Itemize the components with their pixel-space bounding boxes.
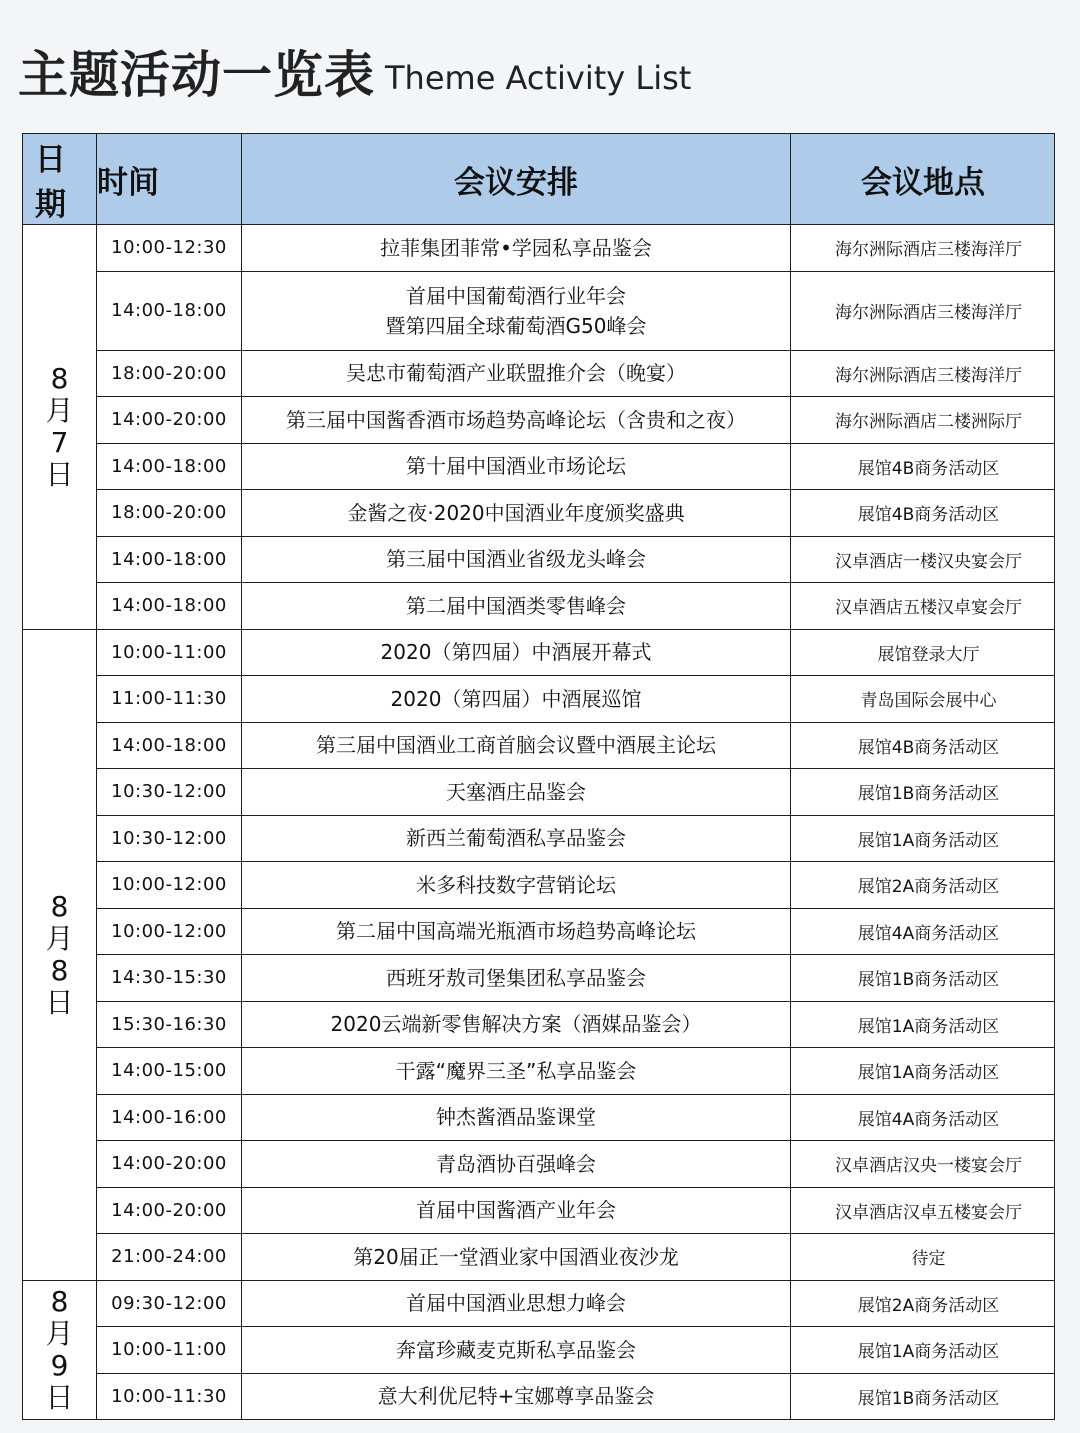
venue-cell: 展馆登录大厅 (791, 629, 1055, 676)
venue-cell: 展馆1A商务活动区 (791, 1327, 1055, 1374)
table-row (23, 443, 1055, 490)
date-char: 月 (45, 1316, 74, 1350)
event-line: 干露“魔界三圣”私享品鉴会 (395, 1058, 637, 1083)
date-char: 8 (50, 889, 69, 923)
date-char: 日 (45, 457, 74, 491)
event-cell (242, 629, 791, 676)
time-cell: 18:00-20:00 (97, 490, 242, 537)
time-cell: 09:30-12:00 (97, 1280, 242, 1327)
event-cell (242, 955, 791, 1002)
event-cell (242, 862, 791, 909)
date-char: 月 (45, 393, 74, 427)
event-cell (242, 443, 791, 490)
time-cell: 10:00-12:00 (97, 908, 242, 955)
venue-cell: 海尔洲际酒店三楼海洋厅 (791, 225, 1055, 272)
event-line: 第三届中国酱香酒市场趋势高峰论坛（含贵和之夜） (286, 407, 746, 432)
table-row (23, 1094, 1055, 1141)
activity-table (22, 133, 1055, 1420)
time-cell: 11:00-11:30 (97, 676, 242, 723)
table-row (23, 1001, 1055, 1048)
date-char: 8 (50, 361, 69, 395)
time-cell: 10:30-12:00 (97, 815, 242, 862)
time-cell: 14:00-20:00 (97, 1187, 242, 1234)
event-line: 吴忠市葡萄酒产业联盟推介会（晚宴） (346, 361, 686, 386)
venue-cell: 青岛国际会展中心 (791, 676, 1055, 723)
event-cell (242, 1234, 791, 1281)
venue-cell: 海尔洲际酒店三楼海洋厅 (791, 271, 1055, 350)
event-cell (242, 225, 791, 272)
venue-cell: 展馆1A商务活动区 (791, 1048, 1055, 1095)
time-cell: 10:00-12:30 (97, 225, 242, 272)
table-row (23, 815, 1055, 862)
time-cell: 14:00-16:00 (97, 1094, 242, 1141)
date-cell (23, 629, 97, 1280)
time-cell: 18:00-20:00 (97, 350, 242, 397)
header-event: 会议安排 (242, 134, 791, 225)
venue-cell: 汉卓酒店五楼汉卓宴会厅 (791, 583, 1055, 630)
venue-cell: 汉卓酒店汉卓五楼宴会厅 (791, 1187, 1055, 1234)
event-cell (242, 722, 791, 769)
event-line: 米多科技数字营销论坛 (416, 872, 616, 897)
event-cell (242, 1187, 791, 1234)
event-cell (242, 676, 791, 723)
event-line: 天塞酒庄品鉴会 (446, 779, 586, 804)
date-char: 日 (45, 985, 74, 1019)
date-char: 8 (50, 1284, 69, 1318)
date-char: 日 (45, 1380, 74, 1414)
venue-cell: 展馆4A商务活动区 (791, 908, 1055, 955)
table-row (23, 225, 1055, 272)
date-char: 7 (50, 425, 69, 459)
event-line: 青岛酒协百强峰会 (436, 1151, 596, 1176)
header-date: 日期 (23, 134, 97, 225)
venue-cell: 海尔洲际酒店三楼海洋厅 (791, 350, 1055, 397)
time-cell: 21:00-24:00 (97, 1234, 242, 1281)
time-cell: 14:00-18:00 (97, 722, 242, 769)
venue-cell: 展馆4B商务活动区 (791, 490, 1055, 537)
table-row (23, 536, 1055, 583)
table-body (23, 225, 1055, 1420)
venue-cell: 展馆1B商务活动区 (791, 1373, 1055, 1420)
page-subtitle: Theme Activity List (385, 59, 692, 97)
date-char: 9 (50, 1348, 69, 1382)
event-cell (242, 490, 791, 537)
event-cell (242, 536, 791, 583)
date-char: 月 (45, 921, 74, 955)
event-line: 奔富珍藏麦克斯私享品鉴会 (396, 1337, 636, 1362)
event-cell (242, 1327, 791, 1374)
table-row (23, 583, 1055, 630)
table-row (23, 629, 1055, 676)
event-line: 首届中国酒业思想力峰会 (406, 1291, 626, 1316)
venue-cell: 展馆2A商务活动区 (791, 862, 1055, 909)
venue-cell: 展馆4B商务活动区 (791, 443, 1055, 490)
time-cell: 14:00-18:00 (97, 443, 242, 490)
table-row (23, 722, 1055, 769)
event-line: 钟杰酱酒品鉴课堂 (436, 1105, 596, 1130)
time-cell: 14:00-18:00 (97, 271, 242, 350)
event-line: 第三届中国酒业省级龙头峰会 (386, 547, 646, 572)
page-title: 主题活动一览表 (18, 46, 375, 104)
date-cell (23, 1280, 97, 1420)
event-line: 新西兰葡萄酒私享品鉴会 (406, 826, 626, 851)
time-cell: 15:30-16:30 (97, 1001, 242, 1048)
venue-cell: 汉卓酒店汉央一楼宴会厅 (791, 1141, 1055, 1188)
time-cell: 14:00-20:00 (97, 1141, 242, 1188)
venue-cell: 展馆2A商务活动区 (791, 1280, 1055, 1327)
event-line: 2020云端新零售解决方案（酒媒品鉴会） (330, 1012, 702, 1037)
event-cell (242, 1048, 791, 1095)
table-row (23, 1141, 1055, 1188)
event-line: 首届中国酱酒产业年会 (416, 1198, 616, 1223)
table-row (23, 1280, 1055, 1327)
time-cell: 10:00-12:00 (97, 862, 242, 909)
event-cell (242, 1094, 791, 1141)
event-cell (242, 769, 791, 816)
venue-cell: 展馆1B商务活动区 (791, 769, 1055, 816)
event-cell (242, 1141, 791, 1188)
event-line: 意大利优尼特+宝娜尊享品鉴会 (377, 1384, 655, 1409)
event-line: 第十届中国酒业市场论坛 (406, 454, 626, 479)
time-cell: 14:00-20:00 (97, 397, 242, 444)
venue-cell: 展馆4A商务活动区 (791, 1094, 1055, 1141)
venue-cell: 海尔洲际酒店二楼洲际厅 (791, 397, 1055, 444)
table-row (23, 490, 1055, 537)
header-venue: 会议地点 (791, 134, 1055, 225)
time-cell: 10:00-11:30 (97, 1373, 242, 1420)
header-time: 时间 (97, 134, 242, 225)
time-cell: 14:30-15:30 (97, 955, 242, 1002)
event-line: 2020（第四届）中酒展开幕式 (380, 640, 652, 665)
event-line: 2020（第四届）中酒展巡馆 (390, 686, 642, 711)
table-row (23, 350, 1055, 397)
table-row (23, 769, 1055, 816)
venue-cell: 展馆1A商务活动区 (791, 1001, 1055, 1048)
table-row (23, 397, 1055, 444)
time-cell: 14:00-15:00 (97, 1048, 242, 1095)
event-cell (242, 815, 791, 862)
event-line: 第20届正一堂酒业家中国酒业夜沙龙 (353, 1244, 679, 1269)
time-cell: 14:00-18:00 (97, 583, 242, 630)
event-cell (242, 1001, 791, 1048)
table-row (23, 955, 1055, 1002)
event-line: 第三届中国酒业工商首脑会议暨中酒展主论坛 (316, 733, 716, 758)
event-cell (242, 1373, 791, 1420)
table-row (23, 1373, 1055, 1420)
table-row (23, 862, 1055, 909)
event-line: 西班牙敖司堡集团私享品鉴会 (386, 965, 646, 990)
venue-cell: 汉卓酒店一楼汉央宴会厅 (791, 536, 1055, 583)
event-line: 第二届中国高端光瓶酒市场趋势高峰论坛 (336, 919, 696, 944)
table-row (23, 676, 1055, 723)
event-line: 暨第四届全球葡萄酒G50峰会 (385, 313, 647, 338)
table-row (23, 1048, 1055, 1095)
event-cell (242, 271, 791, 350)
date-cell (23, 225, 97, 630)
event-line: 金酱之夜·2020中国酒业年度颁奖盛典 (347, 500, 685, 525)
table-row (23, 1327, 1055, 1374)
event-line: 拉菲集团菲常•学园私享品鉴会 (380, 235, 652, 260)
event-cell (242, 350, 791, 397)
event-cell (242, 397, 791, 444)
page-header (18, 20, 692, 104)
time-cell: 10:00-11:00 (97, 1327, 242, 1374)
time-cell: 14:00-18:00 (97, 536, 242, 583)
date-char: 8 (50, 953, 69, 987)
event-cell (242, 583, 791, 630)
venue-cell: 展馆1A商务活动区 (791, 815, 1055, 862)
event-cell (242, 908, 791, 955)
event-cell (242, 1280, 791, 1327)
time-cell: 10:00-11:00 (97, 629, 242, 676)
table-header-row (23, 134, 1055, 225)
time-cell: 10:30-12:00 (97, 769, 242, 816)
table-row (23, 271, 1055, 350)
table-row (23, 1234, 1055, 1281)
table-row (23, 908, 1055, 955)
event-line: 首届中国葡萄酒行业年会 (406, 283, 626, 308)
table-row (23, 1187, 1055, 1234)
venue-cell: 待定 (791, 1234, 1055, 1281)
event-line: 第二届中国酒类零售峰会 (406, 593, 626, 618)
venue-cell: 展馆1B商务活动区 (791, 955, 1055, 1002)
venue-cell: 展馆4B商务活动区 (791, 722, 1055, 769)
